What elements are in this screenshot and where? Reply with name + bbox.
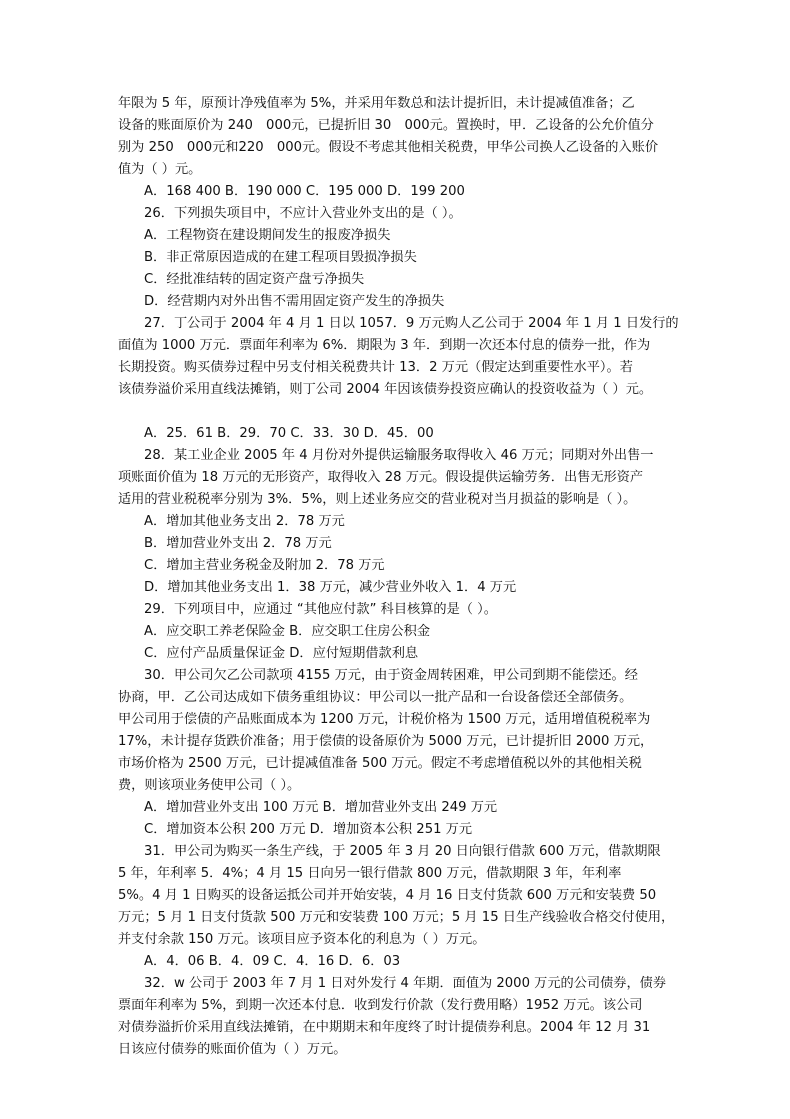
text-line: 长期投资。购买债券过程中另支付相关税费共计 13．2 万元（假定达到重要性水平）。若: [118, 360, 633, 375]
question-32: 32．w 公司于 2003 年 7 月 1 日对外发行 4 年期．面值为 2000 万元的公司债券，债券: [144, 976, 667, 991]
option-line: C．经批准结转的固定资产盘亏净损失: [144, 272, 365, 287]
text-line: 适用的营业税税率分别为 3%．5%，则上述业务应交的营业税对当月损益的影响是（ ）。: [118, 492, 637, 507]
option-line: B．非正常原因造成的在建工程项目毁损净损失: [144, 250, 417, 265]
text-line: 年限为 5 年，原预计净残值率为 5%，并采用年数总和法计提折旧，未计提减值准备；乙: [118, 96, 635, 111]
question-27: 27．丁公司于 2004 年 4 月 1 日以 1057．9 万元购人乙公司于 2004 年 1 月 1 日发行的: [144, 316, 679, 331]
option-line: D．增加其他业务支出 1．38 万元，减少营业外收入 1．4 万元: [144, 580, 517, 595]
text-line: 别为 250 000元和220 000元。假设不考虑其他相关税费，甲华公司换人乙设备的入账价: [118, 140, 659, 155]
text-line: 万元；5 月 1 日支付货款 500 万元和安装费 100 万元；5 月 15 日生产线验收合格交付使用，: [118, 910, 675, 925]
blank-line: [118, 401, 678, 423]
text-line: 并支付余款 150 万元。该项目应予资本化的利息为（ ）万元。: [118, 932, 486, 947]
option-line: A．应交职工养老保险金 B．应交职工住房公积金: [144, 624, 431, 639]
text-line: 票面年利率为 5%，到期一次还本付息．收到发行价款（发行费用略）1952 万元。该公司: [118, 998, 643, 1013]
option-line: C．应付产品质量保证金 D．应付短期借款利息: [144, 646, 419, 661]
option-line: C．增加资本公积 200 万元 D．增加资本公积 251 万元: [144, 822, 473, 837]
answer-options-q31: A．4．06 B．4．09 C．4．16 D．6．03: [144, 954, 401, 969]
question-30: 30．甲公司欠乙公司款项 4155 万元，由于资金周转困难，甲公司到期不能偿还。经: [144, 668, 638, 683]
text-line: 市场价格为 2500 万元，已计提减值准备 500 万元。假定不考虑增值税以外的其他相关税: [118, 756, 642, 771]
text-line: 项账面价值为 18 万元的无形资产，取得收入 28 万元。假设提供运输劳务．出售无形资产: [118, 470, 644, 485]
question-26: 26．下列损失项目中，不应计入营业外支出的是（ ）。: [144, 206, 462, 221]
question-28: 28．某工业企业 2005 年 4 月份对外提供运输服务取得收入 46 万元；同期对外出售一: [144, 448, 654, 463]
answer-options-q25: A．168 400 B．190 000 C．195 000 D．199 200: [144, 184, 465, 199]
answer-options-q27: A．25．61 B．29．70 C．33．30 D．45．00: [144, 426, 434, 441]
document-page: [118, 93, 678, 1061]
question-29: 29．下列项目中，应通过 “其他应付款” 科目核算的是（ ）。: [144, 602, 497, 617]
question-31: 31．甲公司为购买一条生产线，于 2005 年 3 月 20 日向银行借款 600 万元，借款期限: [144, 844, 661, 859]
text-line: 协商，甲．乙公司达成如下债务重组协议：甲公司以一批产品和一台设备偿还全部债务。: [118, 690, 633, 705]
text-line: 该债券溢价采用直线法摊销，则丁公司 2004 年因该债券投资应确认的投资收益为（ ）元。: [118, 382, 653, 397]
text-line: 费，则该项业务使甲公司（ ）。: [118, 778, 301, 793]
option-line: B．增加营业外支出 2．78 万元: [144, 536, 332, 551]
option-line: A．工程物资在建设期间发生的报废净损失: [144, 228, 391, 243]
text-line: 面值为 1000 万元．票面年利率为 6%．期限为 3 年．到期一次还本付息的债券一批，作为: [118, 338, 651, 353]
text-line: 设备的账面原价为 240 000元，已提折旧 30 000元。置换时，甲．乙设备的公允价值分: [118, 118, 654, 133]
option-line: A．增加营业外支出 100 万元 B．增加营业外支出 249 万元: [144, 800, 498, 815]
text-line: 对债券溢折价采用直线法摊销，在中期期末和年度终了时计提债券利息。2004 年 12 月 31: [118, 1020, 651, 1035]
option-line: C．增加主营业务税金及附加 2．78 万元: [144, 558, 385, 573]
option-line: D．经营期内对外出售不需用固定资产发生的净损失: [144, 294, 445, 309]
text-line: 17%，未计提存货跌价准备；用于偿债的设备原价为 5000 万元，已计提折旧 2000 万元，: [118, 734, 654, 749]
text-line: 5 年，年利率 5．4%；4 月 15 日向另一银行借款 800 万元，借款期限 3 年，年利率: [118, 866, 622, 881]
text-line: 值为（ ）元。: [118, 162, 202, 177]
text-line: 日该应付债券的账面价值为（ ）万元。: [118, 1042, 347, 1057]
text-line: 5%。4 月 1 日购买的设备运抵公司并开始安装，4 月 16 日支付货款 600 万元和安装费 50: [118, 888, 657, 903]
text-line: 甲公司用于偿债的产品账面成本为 1200 万元，计税价格为 1500 万元，适用增值税税率为: [118, 712, 651, 727]
option-line: A．增加其他业务支出 2．78 万元: [144, 514, 345, 529]
